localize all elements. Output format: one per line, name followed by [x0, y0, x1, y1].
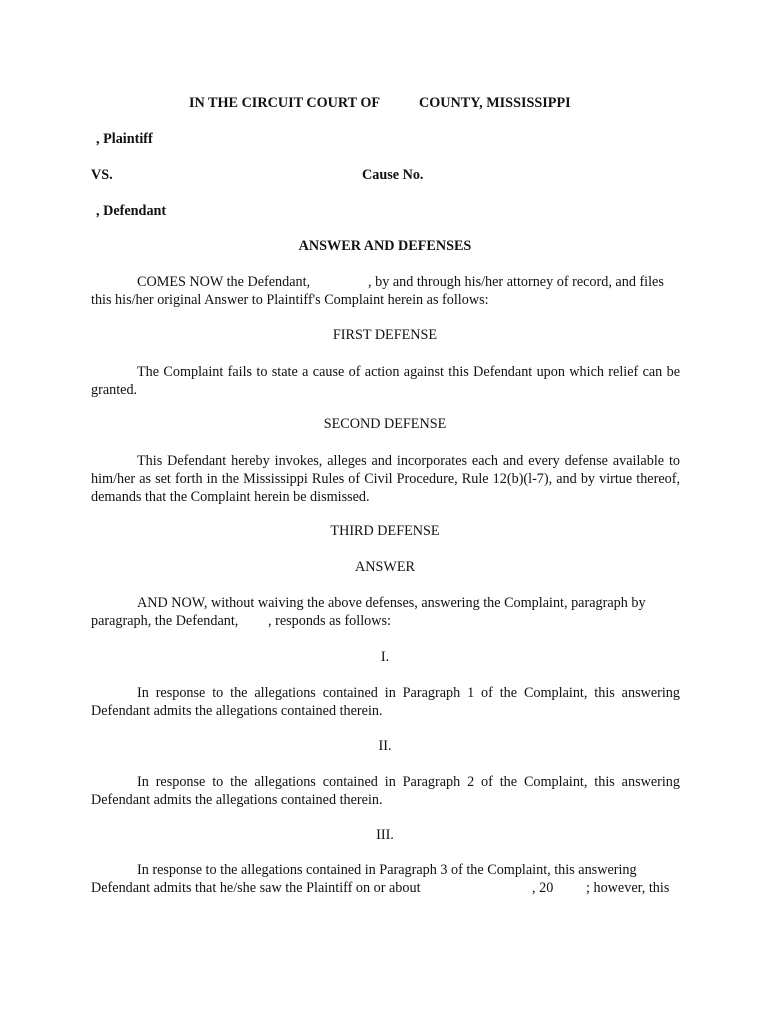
paragraph-1-text: In response to the allegations contained in Paragraph 1 of the Complaint, this answering Defendant admits the allegations contained therein.: [91, 685, 680, 719]
defendant-label: , Defendant: [96, 203, 167, 219]
paragraph-numeral-2: II.: [378, 738, 392, 754]
document-title: ANSWER AND DEFENSES: [298, 238, 472, 254]
versus-label: VS.: [91, 167, 113, 183]
second-defense-heading: SECOND DEFENSE: [323, 416, 447, 432]
paragraph-3-line2-start: Defendant admits that he/she saw the Plaintiff on or about: [91, 880, 421, 896]
paragraph-2-text: In response to the allegations contained in Paragraph 2 of the Complaint, this answering Defendant admits the allegations contained therein.: [91, 774, 680, 808]
first-defense-text: The Complaint fails to state a cause of action against this Defendant upon which relief can be granted.: [91, 364, 680, 398]
answer-intro-line2-end: , responds as follows:: [268, 613, 391, 629]
paragraph-3-line2-year: , 20: [532, 880, 554, 896]
answer-intro-line2-start: paragraph, the Defendant,: [91, 613, 239, 629]
first-defense-heading: FIRST DEFENSE: [332, 327, 438, 343]
answer-intro-line1: AND NOW, without waiving the above defenses, answering the Complaint, paragraph by: [137, 595, 646, 611]
plaintiff-label: , Plaintiff: [96, 131, 153, 147]
third-defense-heading: THIRD DEFENSE: [330, 523, 440, 539]
paragraph-3-line1: In response to the allegations contained in Paragraph 3 of the Complaint, this answering: [137, 862, 637, 878]
cause-number-label: Cause No.: [362, 167, 424, 183]
court-heading-left: IN THE CIRCUIT COURT OF: [189, 95, 381, 111]
answer-heading: ANSWER: [355, 559, 415, 575]
paragraph-3-line2-end: ; however, this: [586, 880, 670, 896]
intro-line2: this his/her original Answer to Plaintiff's Complaint herein as follows:: [91, 292, 489, 308]
intro-line1-start: COMES NOW the Defendant,: [137, 274, 311, 290]
paragraph-numeral-1: I.: [380, 649, 390, 665]
intro-line1-end: , by and through his/her attorney of record, and files: [368, 274, 664, 290]
court-heading-right: COUNTY, MISSISSIPPI: [419, 95, 571, 111]
paragraph-numeral-3: III.: [376, 827, 394, 843]
second-defense-text: This Defendant hereby invokes, alleges and incorporates each and every defense available to him/her as set forth in the Mississippi Rules of Civil Procedure, Rule 12(b)(l-7), and by virtue thereof, demands that the Complaint herein be dismissed.: [91, 453, 680, 505]
